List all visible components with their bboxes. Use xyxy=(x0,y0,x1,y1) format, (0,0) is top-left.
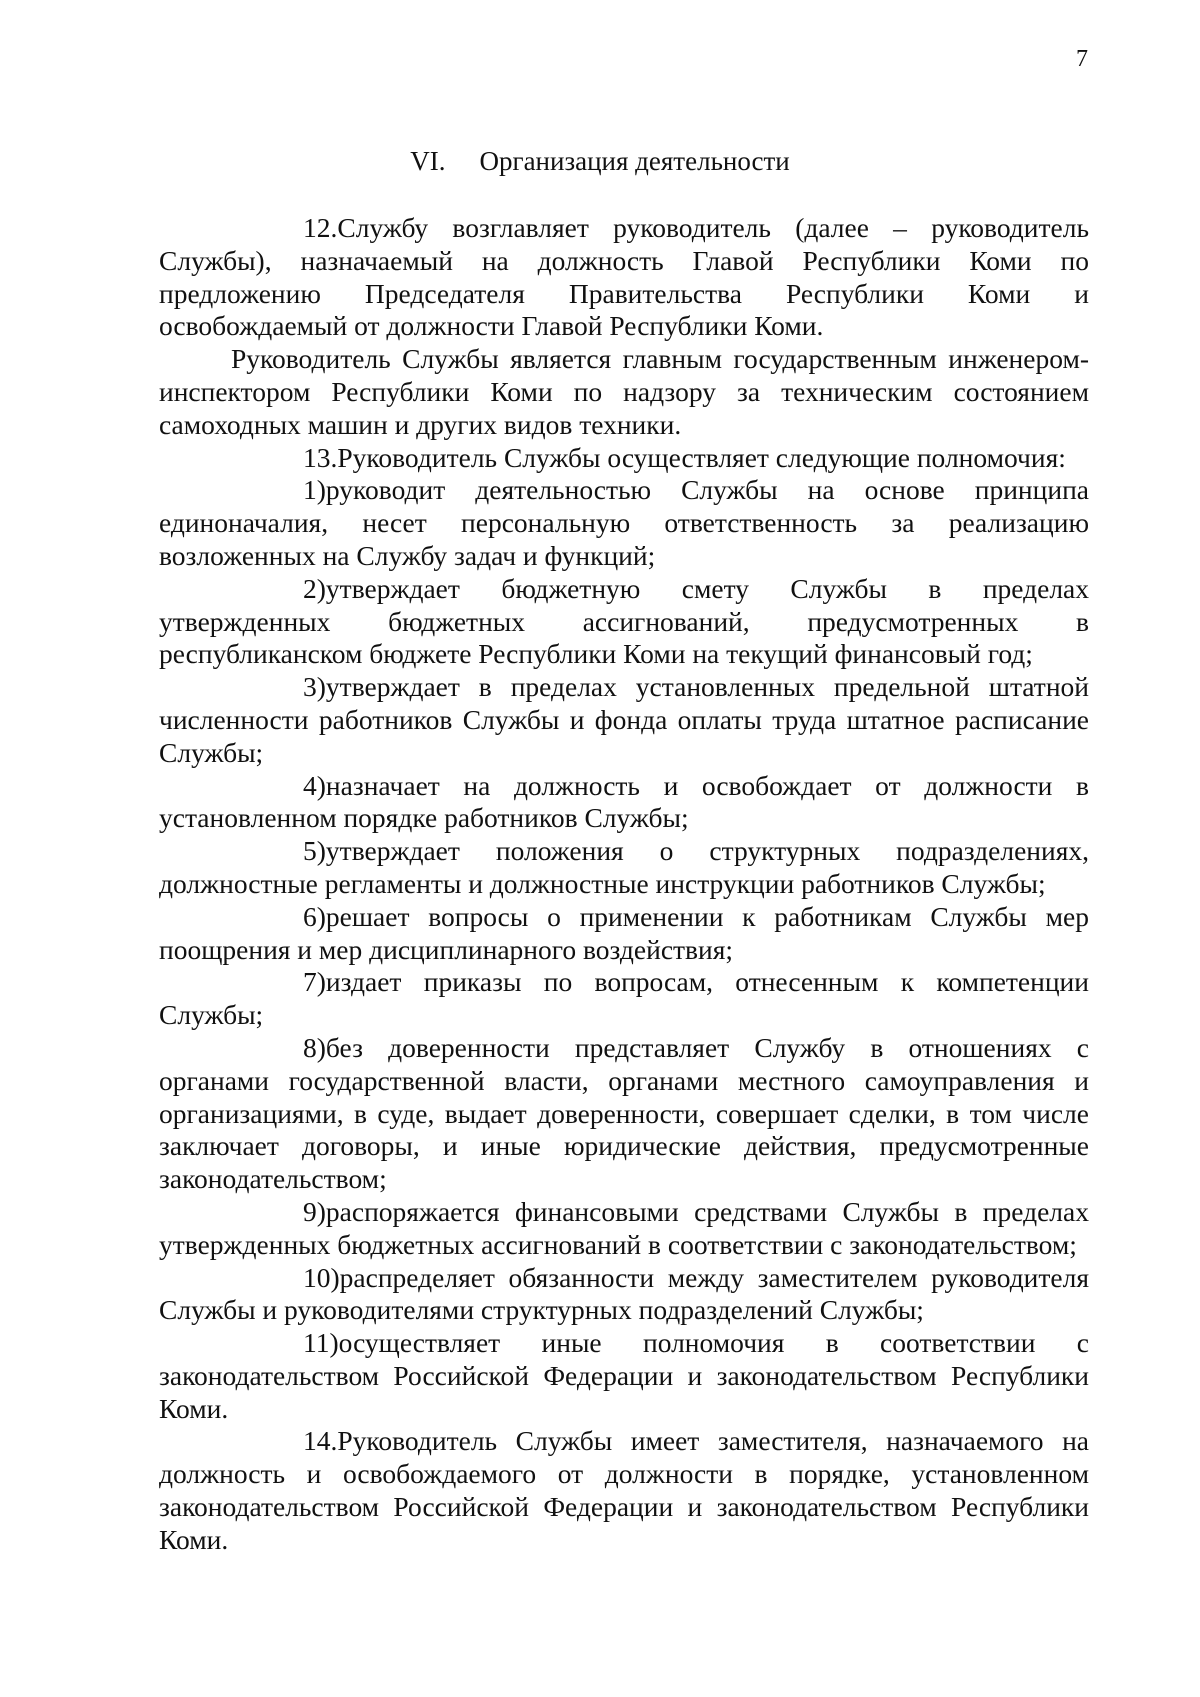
section-heading xyxy=(0,144,1200,178)
paragraph xyxy=(159,671,1089,769)
paragraph xyxy=(159,770,1089,836)
paragraph xyxy=(159,1425,1089,1556)
paragraph-text: утверждает бюджетную смету Службы в пределах утвержденных бюджетных ассигнований, предусмотренных в республиканском бюджете Республики Коми на текущий финансовый год; xyxy=(159,572,1089,670)
paragraph-number: 10) xyxy=(303,1261,340,1293)
paragraph-number: 13. xyxy=(303,441,338,473)
paragraph-number: 9) xyxy=(303,1195,326,1227)
paragraph-text: решает вопросы о применении к работникам Службы мер поощрения и мер дисциплинарного воздействия; xyxy=(159,900,1089,965)
paragraph-text: Службу возглавляет руководитель (далее – руководитель Службы), назначаемый на должность Главой Республики Коми по предложению Председателя Правительства Республики Коми и освобождаемый от должности Главой Республики Коми. xyxy=(159,212,1089,342)
paragraph-text: Руководитель Службы имеет заместителя, назначаемого на должность и освобождаемого от должности в порядке, установленном законодательством Российской Федерации и законодательством Республики Коми. xyxy=(159,1425,1089,1555)
paragraph-text: осуществляет иные полномочия в соответствии с законодательством Российской Федерации и законодательством Республики Коми. xyxy=(159,1327,1089,1424)
paragraph-number: 2) xyxy=(303,572,326,604)
paragraph-text: распоряжается финансовыми средствами Службы в пределах утвержденных бюджетных ассигнований в соответствии с законодательством; xyxy=(159,1195,1089,1260)
paragraph-number: 4) xyxy=(303,769,326,801)
paragraph xyxy=(159,1032,1089,1196)
document-body xyxy=(159,212,1089,1557)
paragraph xyxy=(159,835,1089,901)
paragraph-text: издает приказы по вопросам, отнесенным к компетенции Службы; xyxy=(159,966,1089,1031)
paragraph-number: 3) xyxy=(303,671,326,703)
paragraph-text: Руководитель Службы осуществляет следующие полномочия: xyxy=(337,441,1066,473)
paragraph xyxy=(159,966,1089,1032)
page-number: 7 xyxy=(1076,46,1088,72)
section-title: Организация деятельности xyxy=(479,146,790,176)
paragraph-number: 5) xyxy=(303,835,326,867)
paragraph xyxy=(159,573,1089,671)
section-number: VI. xyxy=(410,146,446,176)
paragraph xyxy=(159,343,1089,441)
paragraph xyxy=(159,474,1089,572)
paragraph-text: распределяет обязанности между заместителем руководителя Службы и руководителями структурных подразделений Службы; xyxy=(159,1261,1089,1326)
paragraph xyxy=(159,1196,1089,1262)
paragraph-number: 1) xyxy=(303,474,326,506)
paragraph-number: 8) xyxy=(303,1031,326,1063)
paragraph-text: назначает на должность и освобождает от должности в установленном порядке работников Службы; xyxy=(159,769,1089,834)
paragraph-text: Руководитель Службы является главным государственным инженером-инспектором Республики Коми по надзору за техническим состоянием самоходных машин и других видов техники. xyxy=(159,343,1089,440)
paragraph-text: без доверенности представляет Службу в отношениях с органами государственной власти, органами местного самоуправления и организациями, в суде, выдает доверенности, совершает сделки, в том числе заключает договоры, и иные юридические действия, предусмотренные законодательством; xyxy=(159,1031,1089,1195)
paragraph xyxy=(159,212,1089,343)
paragraph-number: 6) xyxy=(303,900,326,932)
paragraph-text: руководит деятельностью Службы на основе принципа единоначалия, несет персональную ответственность за реализацию возложенных на Службу задач и функций; xyxy=(159,474,1089,571)
paragraph-number: 7) xyxy=(303,966,326,998)
paragraph-number: 11) xyxy=(303,1327,339,1359)
paragraph xyxy=(159,1262,1089,1328)
paragraph xyxy=(159,901,1089,967)
paragraph-number: 12. xyxy=(303,212,338,243)
paragraph-number: 14. xyxy=(303,1425,338,1457)
paragraph-text: утверждает в пределах установленных предельной штатной численности работников Службы и фонда оплаты труда штатное расписание Службы; xyxy=(159,671,1089,768)
paragraph xyxy=(159,442,1089,475)
paragraph-text: утверждает положения о структурных подразделениях, должностные регламенты и должностные инструкции работников Службы; xyxy=(159,835,1089,899)
paragraph xyxy=(159,1327,1089,1425)
